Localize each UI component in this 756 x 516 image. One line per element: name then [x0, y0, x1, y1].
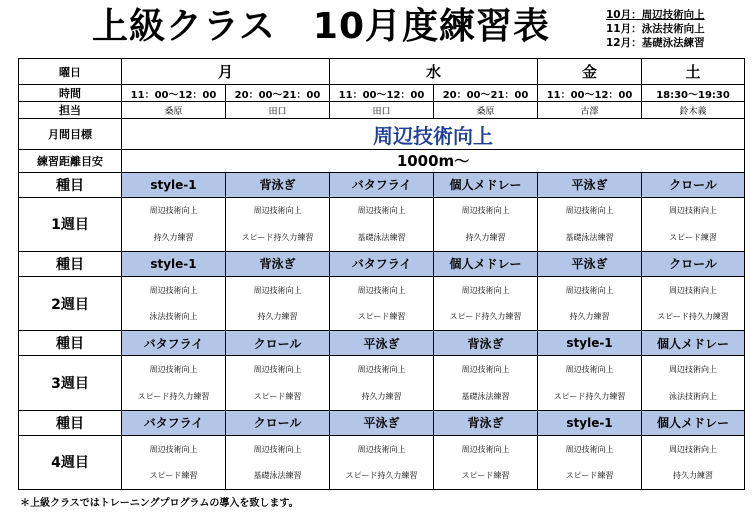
coach-row: [19, 102, 745, 119]
distance-header: 練習距離目安: [19, 150, 122, 172]
kind-header: 種目: [19, 172, 122, 197]
stroke-cell: style-1: [122, 251, 226, 276]
stroke-cell: 個人メドレー: [434, 172, 538, 197]
stroke-cell: 背泳ぎ: [226, 251, 330, 276]
stroke-cell: クロール: [226, 331, 330, 356]
stroke-cell: 背泳ぎ: [434, 410, 538, 435]
monthly-goal: 周辺技術向上: [122, 119, 745, 150]
coach-cell: 鈴木義: [642, 102, 745, 119]
week-row: [19, 356, 745, 383]
practice-item: 周辺技術向上: [538, 356, 642, 383]
practice-item: 持久力練習: [122, 224, 226, 251]
practice-item: 持久力練習: [538, 304, 642, 331]
stroke-cell: style-1: [538, 410, 642, 435]
practice-item: 周辺技術向上: [330, 435, 434, 462]
practice-item: スピード持久力練習: [538, 383, 642, 410]
practice-item: 周辺技術向上: [330, 356, 434, 383]
practice-item: 周辺技術向上: [122, 356, 226, 383]
day-row: [19, 59, 745, 85]
stroke-cell: バタフライ: [330, 251, 434, 276]
coach-header: 担当: [19, 102, 122, 119]
kind-row: [19, 251, 745, 276]
coach-cell: 古澤: [538, 102, 642, 119]
day-monday: 月: [122, 59, 330, 85]
practice-item: 周辺技術向上: [122, 276, 226, 303]
week-row: [19, 383, 745, 410]
goal-row: [19, 119, 745, 150]
practice-item: 基礎泳法練習: [538, 224, 642, 251]
practice-item: スピード練習: [122, 462, 226, 489]
practice-item: スピード持久力練習: [330, 462, 434, 489]
stroke-cell: 平泳ぎ: [538, 251, 642, 276]
practice-item: スピード練習: [434, 462, 538, 489]
stroke-cell: クロール: [642, 251, 745, 276]
stroke-cell: バタフライ: [330, 172, 434, 197]
stroke-cell: バタフライ: [122, 331, 226, 356]
day-header: 曜日: [19, 59, 122, 85]
goal-header: 月間目標: [19, 119, 122, 150]
practice-item: 持久力練習: [642, 462, 745, 489]
note-october: 10月：周辺技術向上: [606, 9, 705, 21]
stroke-cell: 個人メドレー: [642, 331, 745, 356]
stroke-cell: style-1: [538, 331, 642, 356]
practice-item: 周辺技術向上: [330, 197, 434, 224]
coach-cell: 桑原: [122, 102, 226, 119]
footnote: ＊上級クラスではトレーニングプログラムの導入を致します。: [20, 498, 299, 509]
practice-item: 周辺技術向上: [122, 197, 226, 224]
week-row: [19, 197, 745, 224]
practice-item: 周辺技術向上: [434, 435, 538, 462]
practice-item: スピード持久力練習: [434, 304, 538, 331]
practice-item: 基礎泳法練習: [330, 224, 434, 251]
time-cell: 20：00～21：00: [226, 85, 330, 102]
coach-cell: 桑原: [434, 102, 538, 119]
practice-item: 持久力練習: [330, 383, 434, 410]
stroke-cell: 背泳ぎ: [434, 331, 538, 356]
week-label: 4週目: [19, 435, 122, 489]
practice-item: 周辺技術向上: [642, 276, 745, 303]
stroke-cell: 背泳ぎ: [226, 172, 330, 197]
time-header: 時間: [19, 85, 122, 102]
day-friday: 金: [538, 59, 642, 85]
practice-item: 持久力練習: [434, 224, 538, 251]
practice-item: 泳法技術向上: [642, 383, 745, 410]
page-title: 上級クラス 10月度練習表: [92, 6, 551, 47]
practice-item: 周辺技術向上: [538, 435, 642, 462]
stroke-cell: クロール: [226, 410, 330, 435]
time-cell: 18:30～19:30: [642, 85, 745, 102]
note-december: 12月：基礎泳法練習: [606, 37, 705, 49]
practice-item: スピード練習: [330, 304, 434, 331]
practice-item: スピード持久力練習: [226, 224, 330, 251]
practice-item: 周辺技術向上: [538, 276, 642, 303]
practice-item: 周辺技術向上: [122, 435, 226, 462]
kind-row: [19, 410, 745, 435]
practice-item: 周辺技術向上: [434, 276, 538, 303]
practice-item: 周辺技術向上: [434, 356, 538, 383]
time-cell: 11：00～12：00: [538, 85, 642, 102]
practice-item: 泳法技術向上: [122, 304, 226, 331]
practice-item: 周辺技術向上: [538, 197, 642, 224]
week-row: [19, 435, 745, 462]
practice-item: 周辺技術向上: [226, 356, 330, 383]
time-cell: 20：00～21：00: [434, 85, 538, 102]
practice-item: スピード練習: [226, 383, 330, 410]
time-row: [19, 85, 745, 102]
practice-item: スピード練習: [538, 462, 642, 489]
week-row: [19, 304, 745, 331]
practice-item: 周辺技術向上: [226, 197, 330, 224]
coach-cell: 田口: [226, 102, 330, 119]
stroke-cell: クロール: [642, 172, 745, 197]
practice-item: スピード練習: [642, 224, 745, 251]
practice-item: 基礎泳法練習: [434, 383, 538, 410]
week-label: 2週目: [19, 276, 122, 330]
week-row: [19, 462, 745, 489]
week-label: 3週目: [19, 356, 122, 410]
practice-item: 周辺技術向上: [226, 435, 330, 462]
practice-schedule-table: [18, 58, 745, 490]
stroke-cell: style-1: [122, 172, 226, 197]
practice-item: 持久力練習: [226, 304, 330, 331]
practice-item: 周辺技術向上: [330, 276, 434, 303]
distance-row: [19, 150, 745, 172]
stroke-cell: 平泳ぎ: [330, 331, 434, 356]
kind-header: 種目: [19, 331, 122, 356]
week-row: [19, 276, 745, 303]
practice-item: 基礎泳法練習: [226, 462, 330, 489]
practice-distance: 1000m～: [122, 150, 745, 172]
day-wednesday: 水: [330, 59, 538, 85]
coach-cell: 田口: [330, 102, 434, 119]
stroke-cell: 個人メドレー: [434, 251, 538, 276]
practice-item: 周辺技術向上: [226, 276, 330, 303]
stroke-cell: 個人メドレー: [642, 410, 745, 435]
stroke-cell: 平泳ぎ: [330, 410, 434, 435]
kind-header: 種目: [19, 410, 122, 435]
practice-item: スピード持久力練習: [122, 383, 226, 410]
day-saturday: 土: [642, 59, 745, 85]
practice-item: 周辺技術向上: [642, 435, 745, 462]
week-label: 1週目: [19, 197, 122, 251]
kind-row: [19, 172, 745, 197]
kind-header: 種目: [19, 251, 122, 276]
practice-item: スピード持久力練習: [642, 304, 745, 331]
stroke-cell: 平泳ぎ: [538, 172, 642, 197]
practice-item: 周辺技術向上: [642, 197, 745, 224]
note-november: 11月：泳法技術向上: [606, 23, 705, 35]
practice-item: 周辺技術向上: [434, 197, 538, 224]
monthly-goals-note: [606, 8, 705, 50]
kind-row: [19, 331, 745, 356]
week-row: [19, 224, 745, 251]
stroke-cell: バタフライ: [122, 410, 226, 435]
time-cell: 11：00～12：00: [330, 85, 434, 102]
practice-item: 周辺技術向上: [642, 356, 745, 383]
time-cell: 11：00～12：00: [122, 85, 226, 102]
